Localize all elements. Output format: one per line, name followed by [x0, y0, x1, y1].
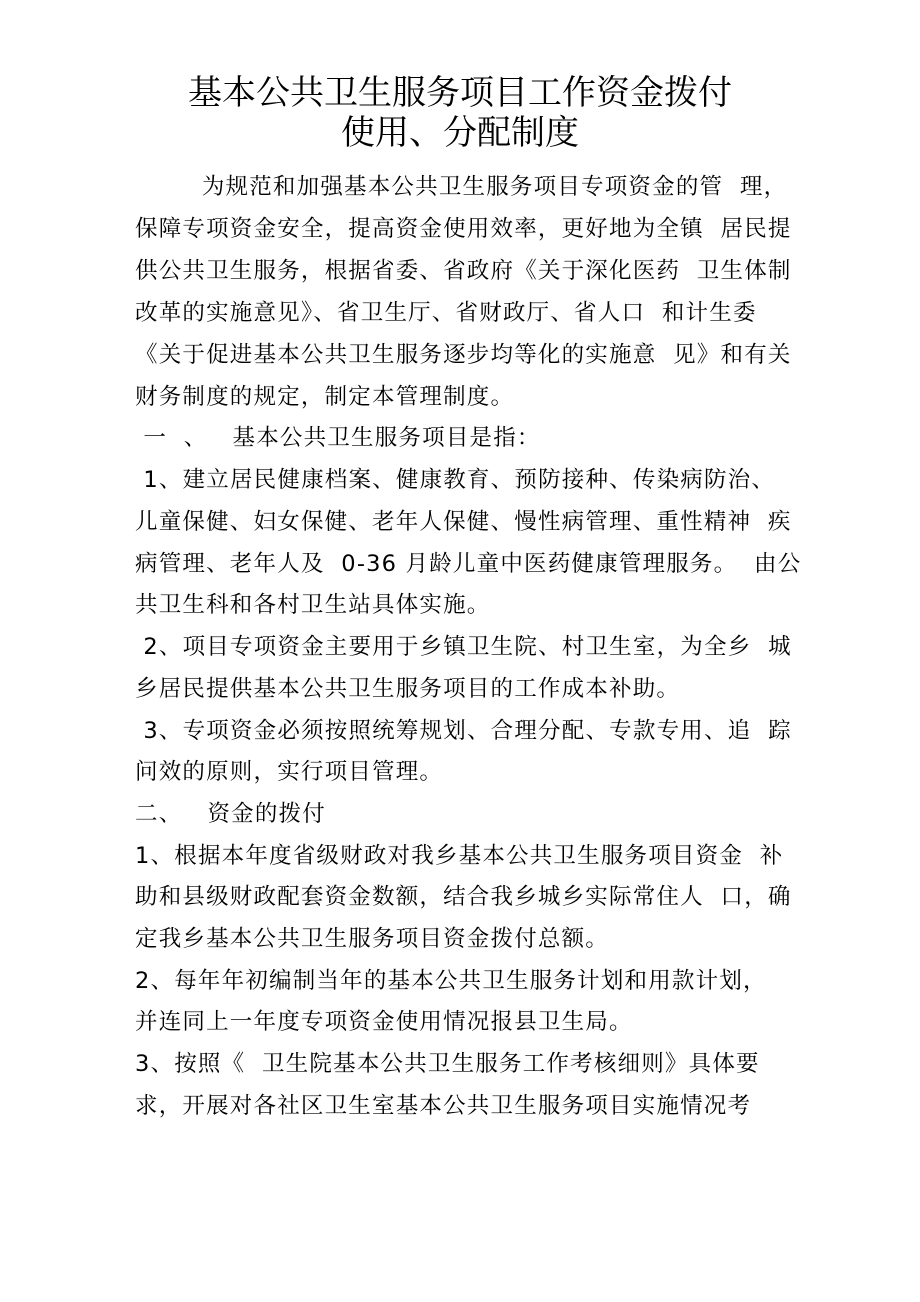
paragraph-line: 共卫生科和各村卫生站具体实施。	[135, 592, 491, 618]
paragraph-line: 并连同上一年度专项资金使用情况报县卫生局。	[135, 1009, 633, 1035]
paragraph-line: 为规范和加强基本公共卫生服务项目专项资金的管 理，	[135, 174, 788, 200]
document-title-line-1: 基本公共卫生服务项目工作资金拨付	[188, 73, 732, 113]
paragraph-line: 1、根据本年度省级财政对我乡基本公共卫生服务项目资金 补	[135, 843, 784, 869]
paragraph-line: 3、按照《 卫生院基本公共卫生服务工作考核细则》具体要	[135, 1051, 760, 1077]
paragraph-line: 求，开展对各社区卫生室基本公共卫生服务项目实施情况考	[135, 1093, 752, 1119]
paragraph-line: 问效的原则，实行项目管理。	[135, 759, 444, 785]
paragraph-line: 二、 资金的拨付	[135, 801, 326, 827]
paragraph-line: 保障专项资金安全，提高资金使用效率，更好地为全镇 居民提	[135, 216, 792, 242]
paragraph-line: 财务制度的规定，制定本管理制度。	[135, 384, 515, 410]
paragraph-line: 2、项目专项资金主要用于乡镇卫生院、村卫生室，为全乡 城	[135, 634, 792, 660]
paragraph-line: 供公共卫生服务，根据省委、省政府《关于深化医药 卫生体制	[135, 258, 792, 284]
paragraph-line: 助和县级财政配套资金数额，结合我乡城乡实际常住人 口，确	[135, 884, 792, 910]
paragraph-line: 3、专项资金必须按照统筹规划、合理分配、专款专用、追 踪	[135, 718, 792, 744]
paragraph-line: 一 、 基本公共卫生服务项目是指：	[135, 425, 541, 451]
paragraph-line: 定我乡基本公共卫生服务项目资金拨付总额。	[135, 926, 610, 952]
paragraph-line: 1、建立居民健康档案、健康教育、预防接种、传染病防治、	[135, 467, 776, 493]
document-title-line-2: 使用、分配制度	[341, 113, 579, 153]
paragraph-line: 儿童保健、妇女保健、老年人保健、慢性病管理、重性精神 疾	[135, 509, 792, 535]
paragraph-line: 2、每年年初编制当年的基本公共卫生服务计划和用款计划，	[135, 968, 767, 994]
paragraph-line: 病管理、老年人及 0-36 月龄儿童中医药健康管理服务。 由公	[135, 551, 802, 577]
paragraph-line: 乡居民提供基本公共卫生服务项目的工作成本补助。	[135, 676, 681, 702]
paragraph-line: 《关于促进基本公共卫生服务逐步均等化的实施意 见》和有关	[135, 342, 792, 368]
paragraph-line: 改革的实施意见》、省卫生厅、省财政厅、省人口 和计生委	[135, 300, 757, 326]
